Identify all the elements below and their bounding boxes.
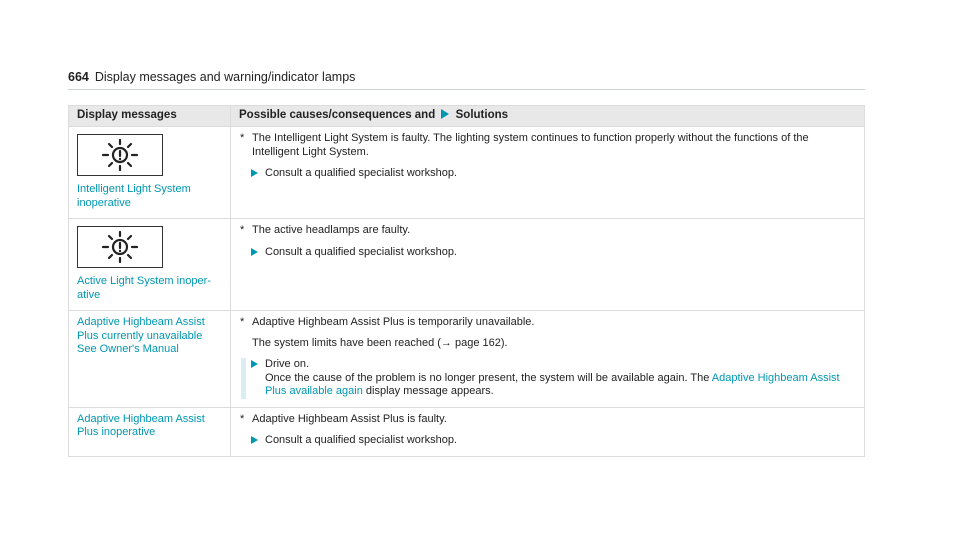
message-text: Adaptive Highbeam Assist Plus inoperative — [77, 412, 205, 438]
cause-cell — [231, 127, 865, 219]
cause-cell — [231, 311, 865, 408]
action-arrow-icon — [251, 360, 258, 368]
page-title: Display messages and warning/indicator lamps — [94, 70, 356, 84]
action-arrow-icon — [251, 248, 258, 256]
highlighted-message: Adaptive Highbeam Assist Plus available again — [265, 371, 840, 397]
action-arrow-icon — [251, 169, 258, 177]
table-header-row — [69, 106, 865, 127]
message-text: Adaptive Highbeam Assist Plus currently unavailable See Owner's Manual — [77, 316, 205, 355]
page-header — [68, 69, 865, 90]
message-text: Active Light System inoper-ative — [77, 275, 211, 301]
cause-item: * Adaptive Highbeam Assist Plus is faulty. — [240, 412, 447, 425]
action-item: Consult a qualified specialist workshop. — [239, 167, 856, 181]
message-cell — [69, 127, 231, 219]
table-row — [69, 219, 865, 311]
column-header-messages: Display messages — [69, 106, 231, 127]
cause-item: * Adaptive Highbeam Assist Plus is temporarily unavailable. — [240, 316, 535, 328]
message-cell — [69, 311, 231, 408]
display-messages-table — [68, 105, 865, 457]
table-row — [69, 407, 865, 456]
message-cell — [69, 407, 231, 456]
cause-cell — [231, 219, 865, 311]
column-header-solutions: Possible causes/consequences and Solutions — [231, 106, 865, 127]
message-cell — [69, 219, 231, 311]
table-row — [69, 311, 865, 408]
action-item: Consult a qualified specialist workshop. — [239, 434, 856, 448]
light-fault-icon — [77, 134, 163, 176]
table-row — [69, 127, 865, 219]
solutions-arrow-icon — [441, 109, 449, 119]
cause-cell — [231, 407, 865, 456]
page-number: 664 — [68, 70, 89, 84]
cause-item: * The Intelligent Light System is faulty. The lighting system continues to function properly without the functions of the Intelligent Light System. — [240, 132, 809, 158]
action-arrow-icon — [251, 436, 258, 444]
cause-detail: The system limits have been reached (→ page 162). — [252, 336, 508, 349]
action-item: Consult a qualified specialist workshop. — [239, 246, 856, 260]
action-item: Drive on. Once the cause of the problem is no longer present, the system will be available again. The Adaptive Highbeam Assist Plus available again display message appears. — [239, 358, 856, 399]
light-fault-icon — [77, 226, 163, 268]
message-text: Intelligent Light System inoperative — [77, 183, 191, 209]
cause-item: * The active headlamps are faulty. — [240, 224, 411, 236]
